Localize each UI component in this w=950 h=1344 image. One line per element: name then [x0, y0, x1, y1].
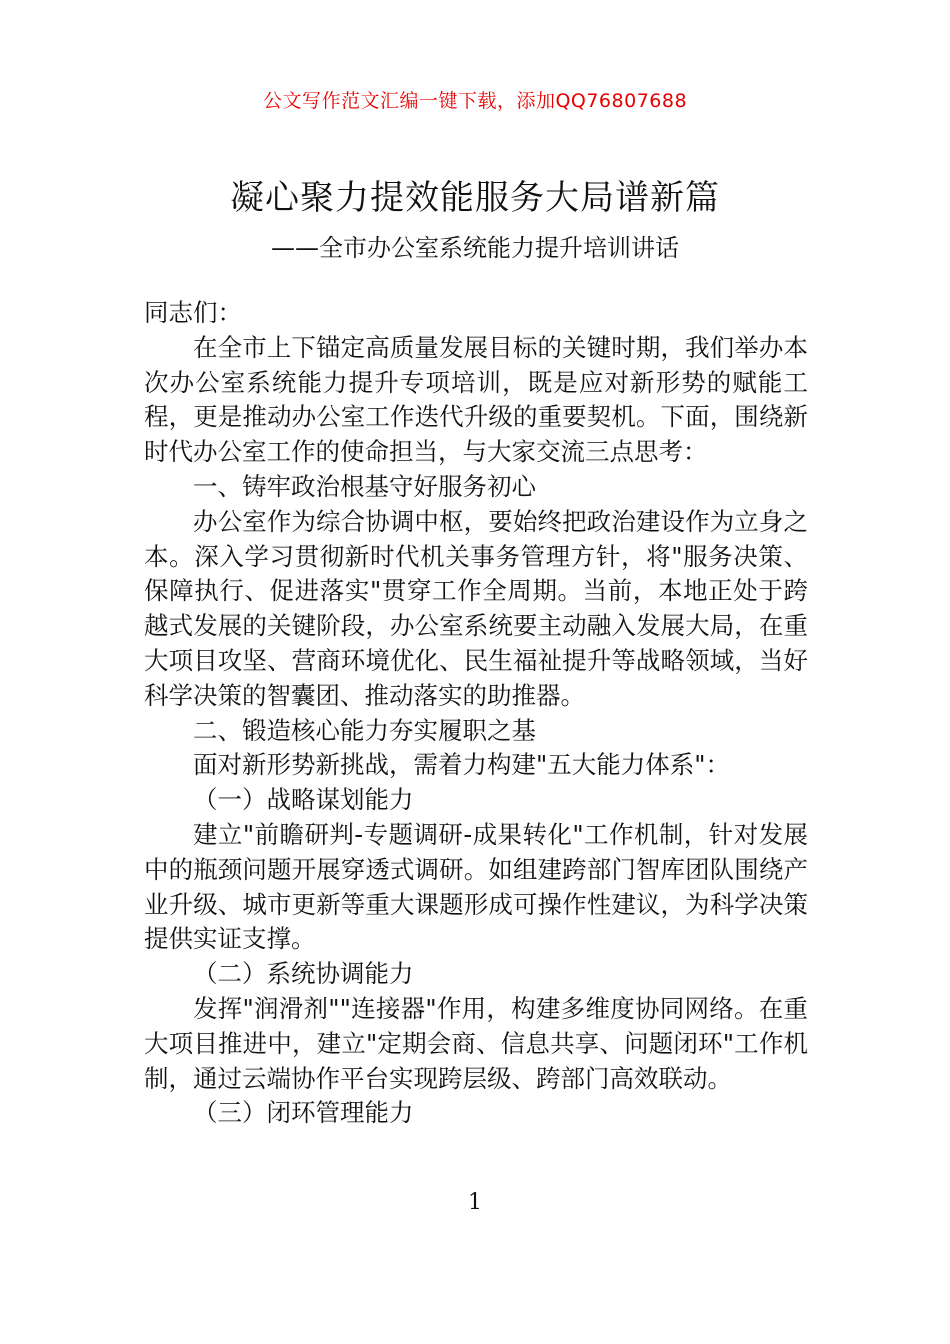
section-2-intro: 面对新形势新挑战，需着力构建"五大能力体系"：: [193, 750, 731, 780]
salutation: 同志们：: [144, 298, 242, 327]
section-heading-2: 二、锻造核心能力夯实履职之基: [193, 715, 536, 745]
page-number: 1: [468, 1190, 482, 1215]
document-subtitle: ——全市办公室系统能力提升培训讲话: [271, 234, 679, 262]
subheading-coordination: （二）系统协调能力: [193, 959, 414, 989]
download-banner: 公文写作范文汇编一键下载，添加QQ76807688: [262, 90, 688, 112]
section-1-paragraph: 办公室作为综合协调中枢，要始终把政治建设作为立身之本。深入学习贯彻新时代机关事务管理方针，将"服务决策、保障执行、促进落实"贯穿工作全周期。当前，本地正处于跨越式发展的关键阶段，办公室系统要主动融入发展大局，在重大项目攻坚、营商环境优化、民生福祉提升等战略领域，当好科学决策的智囊团、推动落实的助推器。: [144, 506, 808, 710]
coordination-paragraph: 发挥"润滑剂""连接器"作用，构建多维度协同网络。在重大项目推进中，建立"定期会商、信息共享、问题闭环"工作机制，通过云端协作平台实现跨层级、跨部门高效联动。: [144, 993, 808, 1093]
document-body: [144, 296, 808, 1131]
intro-paragraph: 在全市上下锚定高质量发展目标的关键时期，我们举办本次办公室系统能力提升专项培训，既是应对新形势的赋能工程，更是推动办公室工作迭代升级的重要契机。下面，围绕新时代办公室工作的使命担当，与大家交流三点思考：: [144, 332, 808, 467]
subheading-strategy: （一）战略谋划能力: [193, 785, 414, 815]
subheading-closed-loop: （三）闭环管理能力: [193, 1098, 414, 1128]
document-title: 凝心聚力提效能服务大局谱新篇: [230, 178, 720, 218]
section-heading-1: 一、铸牢政治根基守好服务初心: [193, 471, 536, 501]
strategy-paragraph: 建立"前瞻研判-专题调研-成果转化"工作机制，针对发展中的瓶颈问题开展穿透式调研。如组建跨部门智库团队围绕产业升级、城市更新等重大课题形成可操作性建议，为科学决策提供实证支撑。: [144, 819, 808, 954]
